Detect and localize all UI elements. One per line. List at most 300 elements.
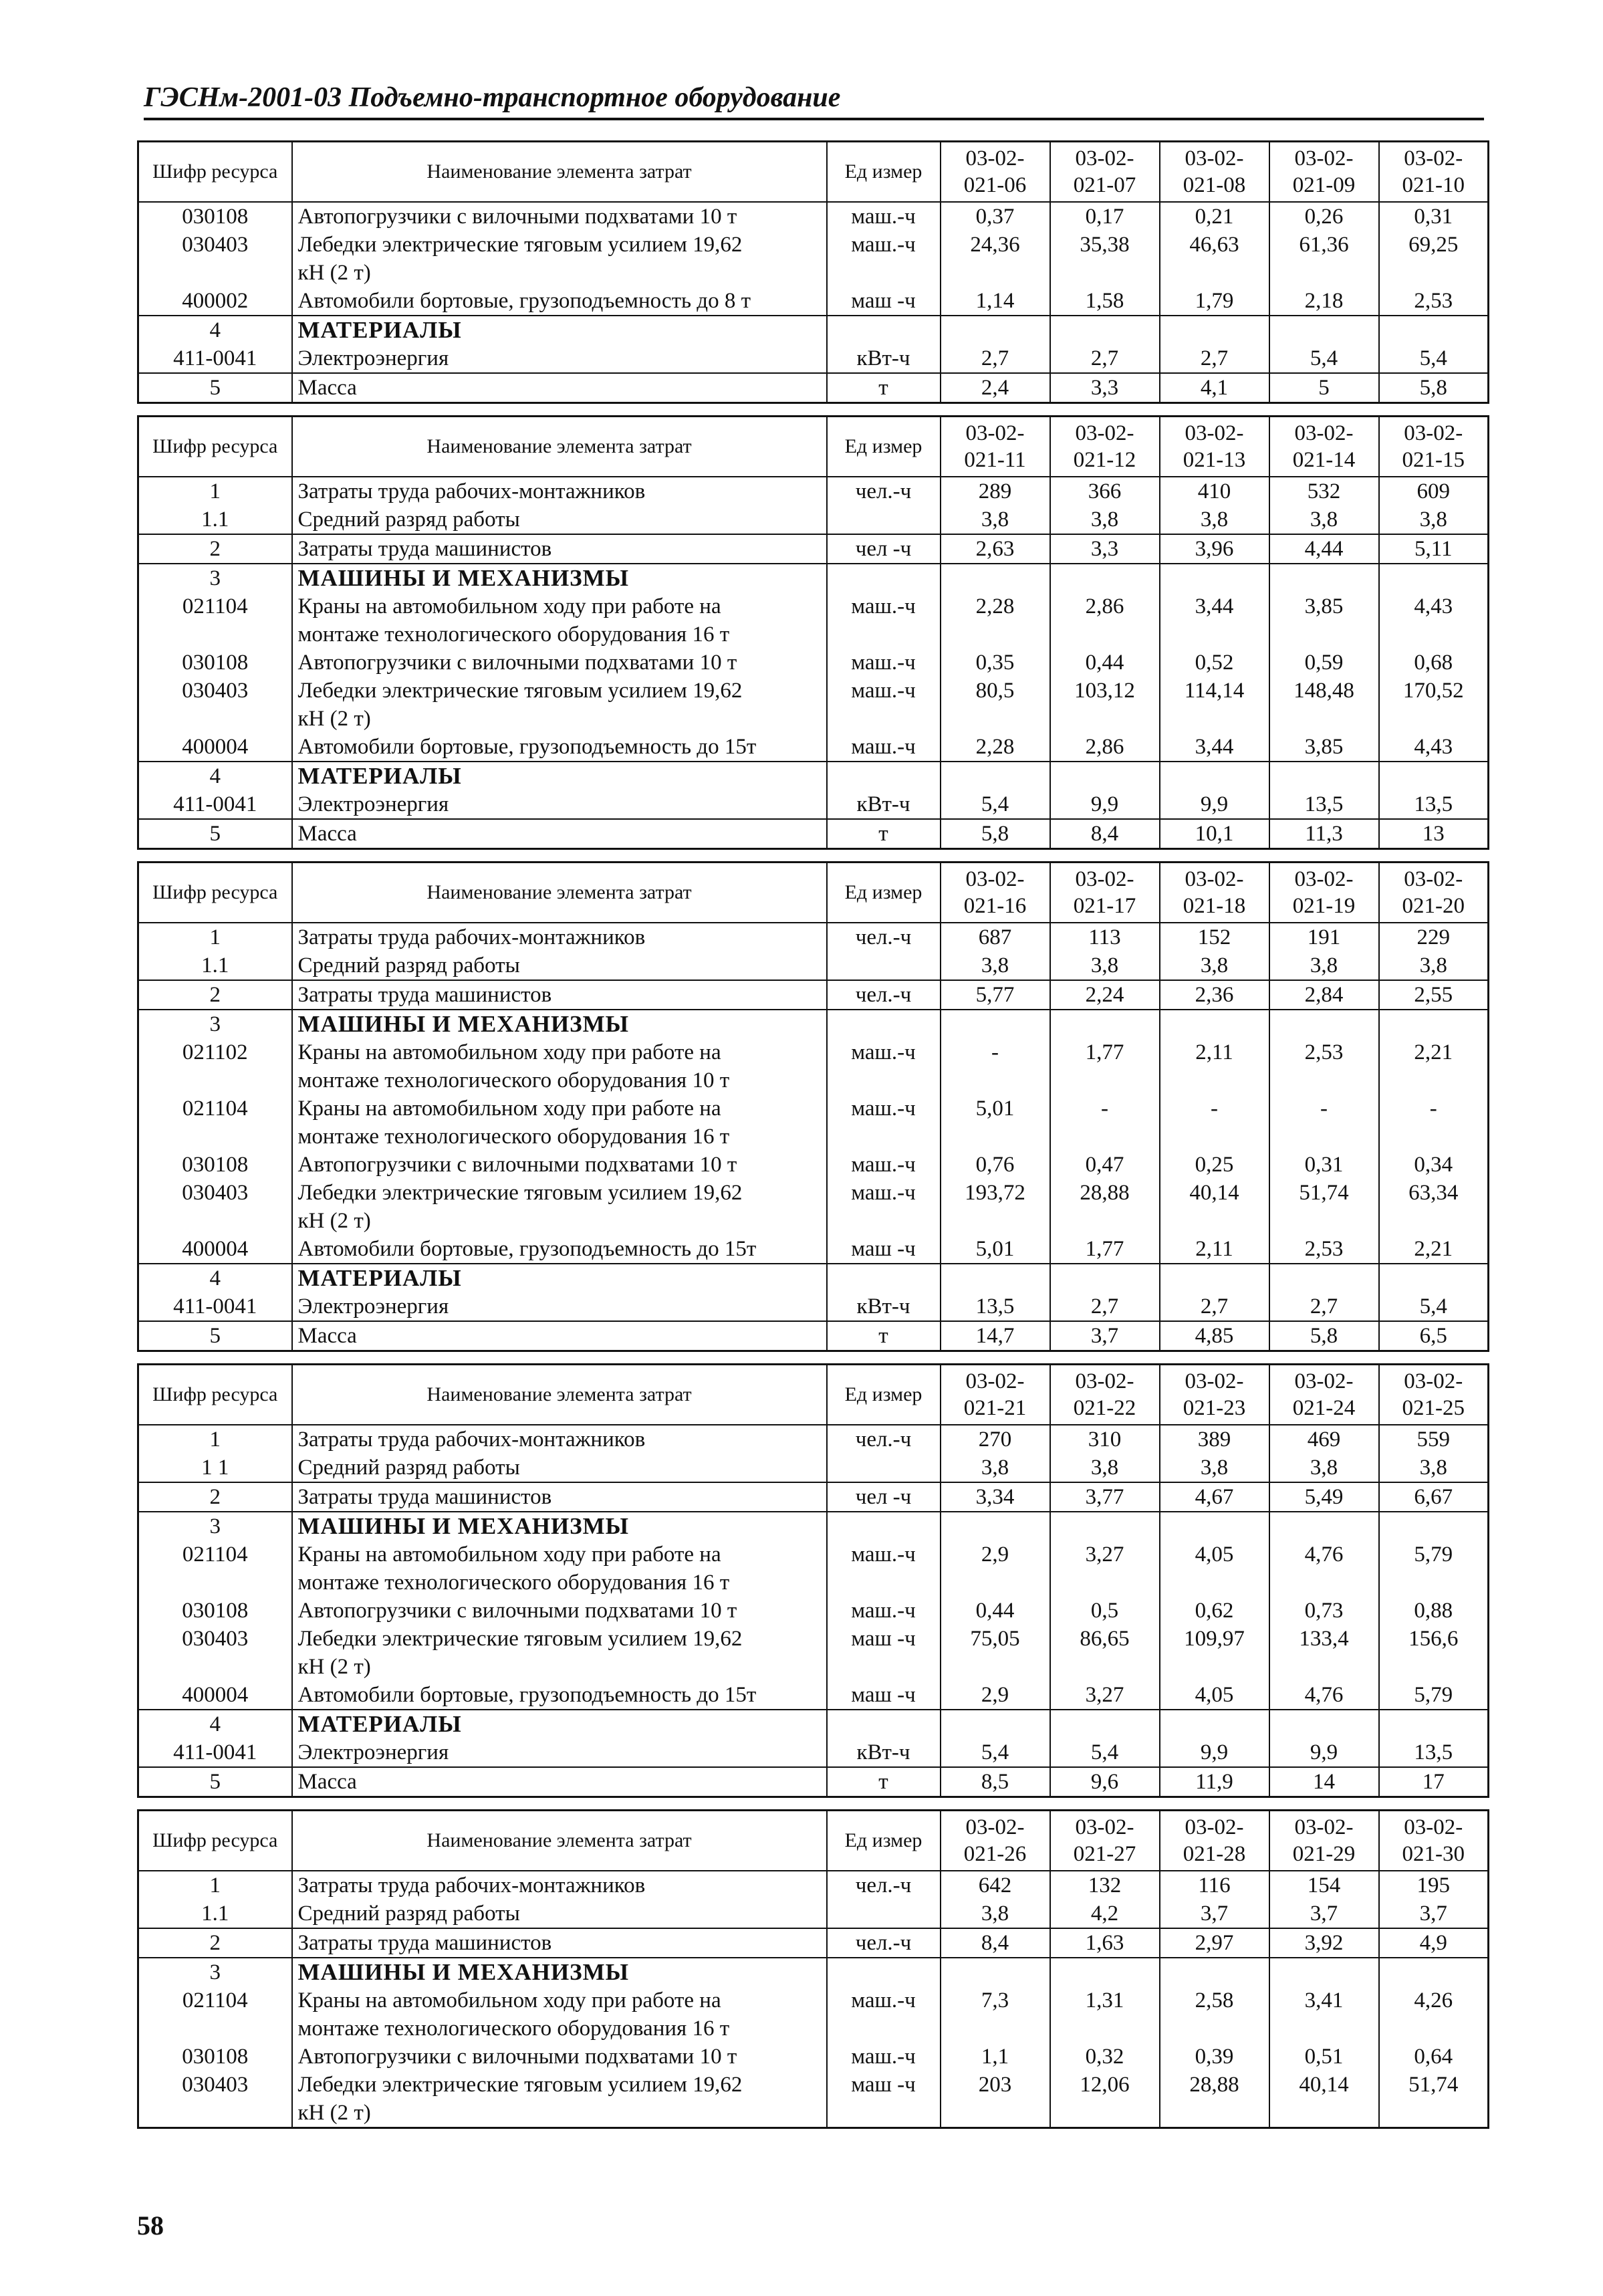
resource-name-line: Электроэнергия xyxy=(297,1740,449,1764)
table-row xyxy=(138,1540,1489,1597)
resource-code: 021104 xyxy=(138,592,292,649)
resource-name xyxy=(292,231,827,287)
resource-name xyxy=(292,1767,827,1797)
norm-value: 4,26 xyxy=(1379,1986,1489,2043)
unit-of-measure xyxy=(827,564,941,592)
resource-name-line: Затраты труда рабочих-монтажников xyxy=(297,479,646,503)
norm-value: 46,63 xyxy=(1160,231,1269,287)
resource-name-line: МАТЕРИАЛЫ xyxy=(297,1265,462,1291)
resource-code: 021104 xyxy=(138,1095,292,1151)
resource-name-line: Электроэнергия xyxy=(297,792,449,816)
norm-value: 3,3 xyxy=(1050,373,1160,403)
norm-value: 0,88 xyxy=(1379,1597,1489,1625)
norm-value: 3,8 xyxy=(941,505,1050,534)
norm-code-header: 03-02-021-29 xyxy=(1269,1811,1379,1871)
unit-of-measure: маш.-ч xyxy=(827,592,941,649)
norm-value: 0,17 xyxy=(1050,202,1160,231)
unit-of-measure: маш.-ч xyxy=(827,1597,941,1625)
norm-value: 3,44 xyxy=(1160,733,1269,762)
norm-value: 1,58 xyxy=(1050,287,1160,316)
resource-name-line: МАШИНЫ И МЕХАНИЗМЫ xyxy=(297,565,630,591)
norm-value: 13,5 xyxy=(1269,790,1379,819)
resource-name-line: монтаже технологического оборудования 10 т xyxy=(297,1068,730,1093)
resource-code: 4 xyxy=(138,1264,292,1292)
norm-value: 113 xyxy=(1050,923,1160,951)
resource-name xyxy=(292,1928,827,1958)
unit-of-measure xyxy=(827,1958,941,1986)
resource-name xyxy=(292,1482,827,1512)
norm-value xyxy=(1269,1958,1379,1986)
norm-value: 3,34 xyxy=(941,1482,1050,1512)
resource-name-line: Затраты труда рабочих-монтажников xyxy=(297,1873,646,1898)
table-header-row xyxy=(138,1365,1489,1425)
norm-value: 642 xyxy=(941,1871,1050,1900)
unit-of-measure xyxy=(827,505,941,534)
norm-value xyxy=(1050,316,1160,344)
norm-value: 13 xyxy=(1379,819,1489,849)
norm-value xyxy=(1269,1264,1379,1292)
table-row xyxy=(138,1928,1489,1958)
unit-of-measure: маш.-ч xyxy=(827,1095,941,1151)
norm-value: 2,7 xyxy=(1160,344,1269,373)
table-row xyxy=(138,1681,1489,1710)
norm-value: 5,79 xyxy=(1379,1540,1489,1597)
unit-of-measure: маш.-ч xyxy=(827,1151,941,1179)
resource-name xyxy=(292,1625,827,1681)
table-header-row xyxy=(138,417,1489,477)
resource-name xyxy=(292,1540,827,1597)
resource-code: 411-0041 xyxy=(138,1292,292,1321)
norm-value: 5,4 xyxy=(941,790,1050,819)
norm-code-header: 03-02-021-26 xyxy=(941,1811,1050,1871)
table-row xyxy=(138,819,1489,849)
resource-code: 400004 xyxy=(138,1681,292,1710)
resource-name xyxy=(292,1900,827,1928)
norm-value: 3,8 xyxy=(1050,951,1160,980)
norm-value: 103,12 xyxy=(1050,677,1160,733)
norm-code-header: 03-02-021-23 xyxy=(1160,1365,1269,1425)
resource-name-line: Краны на автомобильном ходу при работе на xyxy=(297,1040,721,1064)
norm-value xyxy=(1160,762,1269,790)
norm-value: 3,8 xyxy=(1160,1454,1269,1482)
resource-name xyxy=(292,677,827,733)
table-row xyxy=(138,1038,1489,1095)
norm-value: 4,44 xyxy=(1269,534,1379,564)
norm-value: 3,96 xyxy=(1160,534,1269,564)
norm-value xyxy=(1160,1710,1269,1738)
norm-value: 0,44 xyxy=(941,1597,1050,1625)
norm-code-header: 03-02-021-12 xyxy=(1050,417,1160,477)
unit-of-measure: маш.-ч xyxy=(827,202,941,231)
norm-value xyxy=(941,762,1050,790)
norm-value: 8,4 xyxy=(941,1928,1050,1958)
resource-name-line: Лебедки электрические тяговым усилием 19,62 xyxy=(297,1181,743,1205)
resource-name-line: Краны на автомобильном ходу при работе на xyxy=(297,594,721,618)
norm-value: 2,9 xyxy=(941,1681,1050,1710)
resource-name-line: Автопогрузчики с вилочными подхватами 10 т xyxy=(297,1153,737,1177)
resource-code: 2 xyxy=(138,980,292,1010)
resource-name-line: кН (2 т) xyxy=(297,1655,371,1679)
resource-code: 411-0041 xyxy=(138,1738,292,1767)
norm-value: 75,05 xyxy=(941,1625,1050,1681)
norm-value: 3,27 xyxy=(1050,1540,1160,1597)
norm-code-header: 03-02-021-20 xyxy=(1379,863,1489,923)
resource-name-line: кН (2 т) xyxy=(297,1209,371,1233)
norm-value: 2,86 xyxy=(1050,592,1160,649)
resource-name-line: Автопогрузчики с вилочными подхватами 10 т xyxy=(297,1599,737,1623)
table-row xyxy=(138,592,1489,649)
norm-value: 2,53 xyxy=(1379,287,1489,316)
norm-value: 170,52 xyxy=(1379,677,1489,733)
resource-name-line: Электроэнергия xyxy=(297,1294,449,1318)
norm-value: 116 xyxy=(1160,1871,1269,1900)
unit-of-measure: чел -ч xyxy=(827,534,941,564)
norm-value: 191 xyxy=(1269,923,1379,951)
norm-value: 2,7 xyxy=(1050,1292,1160,1321)
resource-code: 4 xyxy=(138,762,292,790)
norm-value: 6,5 xyxy=(1379,1321,1489,1351)
norm-value: 559 xyxy=(1379,1425,1489,1454)
resource-name-line: кН (2 т) xyxy=(297,707,371,731)
unit-of-measure xyxy=(827,1264,941,1292)
norm-value: 1,79 xyxy=(1160,287,1269,316)
resource-code: 030403 xyxy=(138,2071,292,2128)
resource-name-line: Автомобили бортовые, грузоподъемность до 15т xyxy=(297,1237,757,1261)
unit-of-measure: маш.-ч xyxy=(827,2043,941,2071)
resource-name xyxy=(292,1512,827,1540)
norm-value: 9,9 xyxy=(1269,1738,1379,1767)
unit-of-measure: т xyxy=(827,819,941,849)
resource-name-line: Автомобили бортовые, грузоподъемность до 15т xyxy=(297,1683,757,1707)
code-header: Шифр ресурса xyxy=(138,142,292,203)
norm-value: 133,4 xyxy=(1269,1625,1379,1681)
resource-code: 030403 xyxy=(138,677,292,733)
norm-value: 0,32 xyxy=(1050,2043,1160,2071)
norm-code-header: 03-02-021-17 xyxy=(1050,863,1160,923)
norm-value: 310 xyxy=(1050,1425,1160,1454)
norm-value: 152 xyxy=(1160,923,1269,951)
resource-code: 411-0041 xyxy=(138,790,292,819)
norm-value xyxy=(1269,564,1379,592)
norm-value: 3,8 xyxy=(1379,505,1489,534)
resource-code: 030108 xyxy=(138,202,292,231)
norm-value: 4,05 xyxy=(1160,1681,1269,1710)
norm-value: 2,63 xyxy=(941,534,1050,564)
norm-value: 10,1 xyxy=(1160,819,1269,849)
norm-value: 4,05 xyxy=(1160,1540,1269,1597)
norm-value xyxy=(1379,1264,1489,1292)
resource-name xyxy=(292,1986,827,2043)
norm-value: 0,37 xyxy=(941,202,1050,231)
norm-value: 2,97 xyxy=(1160,1928,1269,1958)
norm-value: 3,8 xyxy=(941,951,1050,980)
norm-value: 51,74 xyxy=(1379,2071,1489,2128)
resource-code: 3 xyxy=(138,1010,292,1038)
norm-value: 2,53 xyxy=(1269,1235,1379,1264)
norm-value: 5,77 xyxy=(941,980,1050,1010)
table-row xyxy=(138,980,1489,1010)
norm-value: 40,14 xyxy=(1269,2071,1379,2128)
resource-name-line: Затраты труда машинистов xyxy=(297,1931,552,1955)
norm-value: 2,7 xyxy=(1050,344,1160,373)
norm-value: 3,8 xyxy=(1269,1454,1379,1482)
norm-value: 0,62 xyxy=(1160,1597,1269,1625)
resource-code: 400004 xyxy=(138,733,292,762)
resource-code: 030403 xyxy=(138,1625,292,1681)
resource-name-line: МАТЕРИАЛЫ xyxy=(297,317,462,343)
norm-value: 4,76 xyxy=(1269,1540,1379,1597)
norm-value: 3,8 xyxy=(1269,951,1379,980)
table-row xyxy=(138,2043,1489,2071)
unit-of-measure: кВт-ч xyxy=(827,1738,941,1767)
norm-value: 0,76 xyxy=(941,1151,1050,1179)
resource-name xyxy=(292,1738,827,1767)
resource-name xyxy=(292,534,827,564)
resource-code: 3 xyxy=(138,1958,292,1986)
resource-name-line: Лебедки электрические тяговым усилием 19,62 xyxy=(297,1627,743,1651)
norm-value: 3,8 xyxy=(1379,951,1489,980)
norm-value: 2,24 xyxy=(1050,980,1160,1010)
resource-name xyxy=(292,1958,827,1986)
resource-name xyxy=(292,373,827,403)
norm-value xyxy=(1050,1512,1160,1540)
table-row xyxy=(138,534,1489,564)
norm-code-header: 03-02-021-28 xyxy=(1160,1811,1269,1871)
code-header: Шифр ресурса xyxy=(138,417,292,477)
norm-value: 3,8 xyxy=(1160,951,1269,980)
table-row xyxy=(138,1425,1489,1454)
table-row xyxy=(138,1738,1489,1767)
unit-of-measure: маш.-ч xyxy=(827,1179,941,1235)
table-row xyxy=(138,1235,1489,1264)
unit-of-measure: т xyxy=(827,1767,941,1797)
norm-value xyxy=(1269,316,1379,344)
section-heading-row xyxy=(138,564,1489,592)
resource-name xyxy=(292,1321,827,1351)
norm-value: 9,9 xyxy=(1050,790,1160,819)
norm-value xyxy=(1379,564,1489,592)
norm-code-header: 03-02-021-24 xyxy=(1269,1365,1379,1425)
norm-value: 2,58 xyxy=(1160,1986,1269,2043)
norm-value: 132 xyxy=(1050,1871,1160,1900)
norm-value: 40,14 xyxy=(1160,1179,1269,1235)
table-row xyxy=(138,1179,1489,1235)
table-row xyxy=(138,790,1489,819)
norm-value: 469 xyxy=(1269,1425,1379,1454)
norm-value: 532 xyxy=(1269,477,1379,505)
norm-code-header: 03-02-021-07 xyxy=(1050,142,1160,203)
norm-value: 2,11 xyxy=(1160,1235,1269,1264)
norm-code-header: 03-02-021-25 xyxy=(1379,1365,1489,1425)
norm-value: 229 xyxy=(1379,923,1489,951)
resource-name-line: Электроэнергия xyxy=(297,346,449,370)
norm-value: 3,8 xyxy=(1160,505,1269,534)
norm-value: 5,8 xyxy=(1269,1321,1379,1351)
norm-code-header: 03-02-021-19 xyxy=(1269,863,1379,923)
norm-value: 51,74 xyxy=(1269,1179,1379,1235)
resource-name-line: монтаже технологического оборудования 16 т xyxy=(297,2017,730,2041)
norm-value: 154 xyxy=(1269,1871,1379,1900)
norm-value: 14 xyxy=(1269,1767,1379,1797)
resource-name-line: Масса xyxy=(297,1770,357,1794)
table-row xyxy=(138,649,1489,677)
unit-of-measure: чел.-ч xyxy=(827,1928,941,1958)
resource-code: 411-0041 xyxy=(138,344,292,373)
norm-value: - xyxy=(1160,1095,1269,1151)
resource-code: 1 xyxy=(138,923,292,951)
norm-value: 8,4 xyxy=(1050,819,1160,849)
norm-value xyxy=(1160,1264,1269,1292)
norm-value: 2,18 xyxy=(1269,287,1379,316)
norm-value: 687 xyxy=(941,923,1050,951)
norm-value: 5,79 xyxy=(1379,1681,1489,1710)
resource-name-line: Средний разряд работы xyxy=(297,953,520,978)
table-header-row xyxy=(138,863,1489,923)
resource-name-line: монтаже технологического оборудования 16 т xyxy=(297,1125,730,1149)
page-title: ГЭСНм-2001-03 Подъемно-транспортное оборудование xyxy=(144,82,841,113)
norm-value xyxy=(1160,1512,1269,1540)
norm-value: 2,7 xyxy=(1160,1292,1269,1321)
resource-code: 5 xyxy=(138,819,292,849)
table-row xyxy=(138,923,1489,951)
norm-value: 2,9 xyxy=(941,1540,1050,1597)
section-heading-row xyxy=(138,762,1489,790)
norm-value: 2,28 xyxy=(941,592,1050,649)
resource-table xyxy=(137,140,1489,404)
resource-name xyxy=(292,819,827,849)
page-number: 58 xyxy=(137,2210,164,2241)
norm-value: 3,8 xyxy=(1269,505,1379,534)
norm-code-header: 03-02-021-13 xyxy=(1160,417,1269,477)
resource-name xyxy=(292,790,827,819)
resource-code: 3 xyxy=(138,564,292,592)
resource-name xyxy=(292,1179,827,1235)
norm-value: 0,31 xyxy=(1269,1151,1379,1179)
norm-value xyxy=(1160,1010,1269,1038)
table-row xyxy=(138,1986,1489,2043)
resource-name xyxy=(292,1264,827,1292)
resource-name xyxy=(292,2043,827,2071)
resource-code: 1 xyxy=(138,1871,292,1900)
norm-value: 3,7 xyxy=(1379,1900,1489,1928)
norm-value: 4,43 xyxy=(1379,733,1489,762)
table-row xyxy=(138,1871,1489,1900)
resource-name xyxy=(292,316,827,344)
norm-value: 3,41 xyxy=(1269,1986,1379,2043)
unit-of-measure: чел.-ч xyxy=(827,477,941,505)
table-row xyxy=(138,1151,1489,1179)
page-header xyxy=(144,82,1484,120)
resource-code: 1.1 xyxy=(138,505,292,534)
resource-table xyxy=(137,1363,1489,1798)
section-heading-row xyxy=(138,1264,1489,1292)
norm-value: 2,4 xyxy=(941,373,1050,403)
resource-name xyxy=(292,344,827,373)
resource-tables xyxy=(137,140,1487,2140)
resource-name xyxy=(292,1710,827,1738)
section-heading-row xyxy=(138,1512,1489,1540)
norm-value: 14,7 xyxy=(941,1321,1050,1351)
norm-value: - xyxy=(1050,1095,1160,1151)
resource-name xyxy=(292,951,827,980)
name-header: Наименование элемента затрат xyxy=(292,1365,827,1425)
resource-name-line: МАШИНЫ И МЕХАНИЗМЫ xyxy=(297,1513,630,1539)
resource-name xyxy=(292,287,827,316)
norm-value: 13,5 xyxy=(1379,790,1489,819)
norm-value xyxy=(1050,564,1160,592)
resource-name xyxy=(292,505,827,534)
norm-value: 0,25 xyxy=(1160,1151,1269,1179)
norm-value: 3,7 xyxy=(1050,1321,1160,1351)
norm-value: 5,01 xyxy=(941,1235,1050,1264)
norm-value: 4,85 xyxy=(1160,1321,1269,1351)
resource-name xyxy=(292,1681,827,1710)
norm-value: - xyxy=(1269,1095,1379,1151)
norm-value: 5,4 xyxy=(1379,1292,1489,1321)
resource-name-line: МАТЕРИАЛЫ xyxy=(297,1711,462,1737)
resource-code: 030108 xyxy=(138,2043,292,2071)
norm-value: 86,65 xyxy=(1050,1625,1160,1681)
norm-value xyxy=(1050,762,1160,790)
norm-value xyxy=(1379,316,1489,344)
norm-code-header: 03-02-021-14 xyxy=(1269,417,1379,477)
norm-value: 0,5 xyxy=(1050,1597,1160,1625)
resource-code: 400002 xyxy=(138,287,292,316)
unit-of-measure: маш.-ч xyxy=(827,649,941,677)
table-row xyxy=(138,1767,1489,1797)
unit-of-measure xyxy=(827,1454,941,1482)
resource-code: 3 xyxy=(138,1512,292,1540)
norm-value: 63,34 xyxy=(1379,1179,1489,1235)
norm-value: 9,6 xyxy=(1050,1767,1160,1797)
norm-value: 9,9 xyxy=(1160,1738,1269,1767)
norm-value: 109,97 xyxy=(1160,1625,1269,1681)
unit-of-measure: т xyxy=(827,373,941,403)
unit-of-measure: т xyxy=(827,1321,941,1351)
norm-value xyxy=(1160,564,1269,592)
norm-value: 0,52 xyxy=(1160,649,1269,677)
norm-value: 12,06 xyxy=(1050,2071,1160,2128)
norm-value: 0,21 xyxy=(1160,202,1269,231)
table-row xyxy=(138,677,1489,733)
resource-name xyxy=(292,1292,827,1321)
table-row xyxy=(138,505,1489,534)
norm-value: 6,67 xyxy=(1379,1482,1489,1512)
norm-value: 366 xyxy=(1050,477,1160,505)
resource-code: 030108 xyxy=(138,1597,292,1625)
unit-of-measure xyxy=(827,951,941,980)
resource-name xyxy=(292,649,827,677)
norm-value: 0,35 xyxy=(941,649,1050,677)
norm-value: 1,14 xyxy=(941,287,1050,316)
norm-value xyxy=(1050,1958,1160,1986)
norm-value: - xyxy=(941,1038,1050,1095)
resource-code: 2 xyxy=(138,534,292,564)
norm-code-header: 03-02-021-09 xyxy=(1269,142,1379,203)
table-row xyxy=(138,1292,1489,1321)
norm-value: 24,36 xyxy=(941,231,1050,287)
norm-value: 80,5 xyxy=(941,677,1050,733)
norm-value: 2,7 xyxy=(1269,1292,1379,1321)
norm-value: 1,77 xyxy=(1050,1235,1160,1264)
resource-name-line: МАТЕРИАЛЫ xyxy=(297,763,462,789)
resource-name-line: Лебедки электрические тяговым усилием 19,62 xyxy=(297,679,743,703)
norm-value xyxy=(1050,1264,1160,1292)
norm-value: 114,14 xyxy=(1160,677,1269,733)
resource-name-line: МАШИНЫ И МЕХАНИЗМЫ xyxy=(297,1959,630,1985)
unit-header: Ед измер xyxy=(827,1365,941,1425)
resource-name xyxy=(292,762,827,790)
